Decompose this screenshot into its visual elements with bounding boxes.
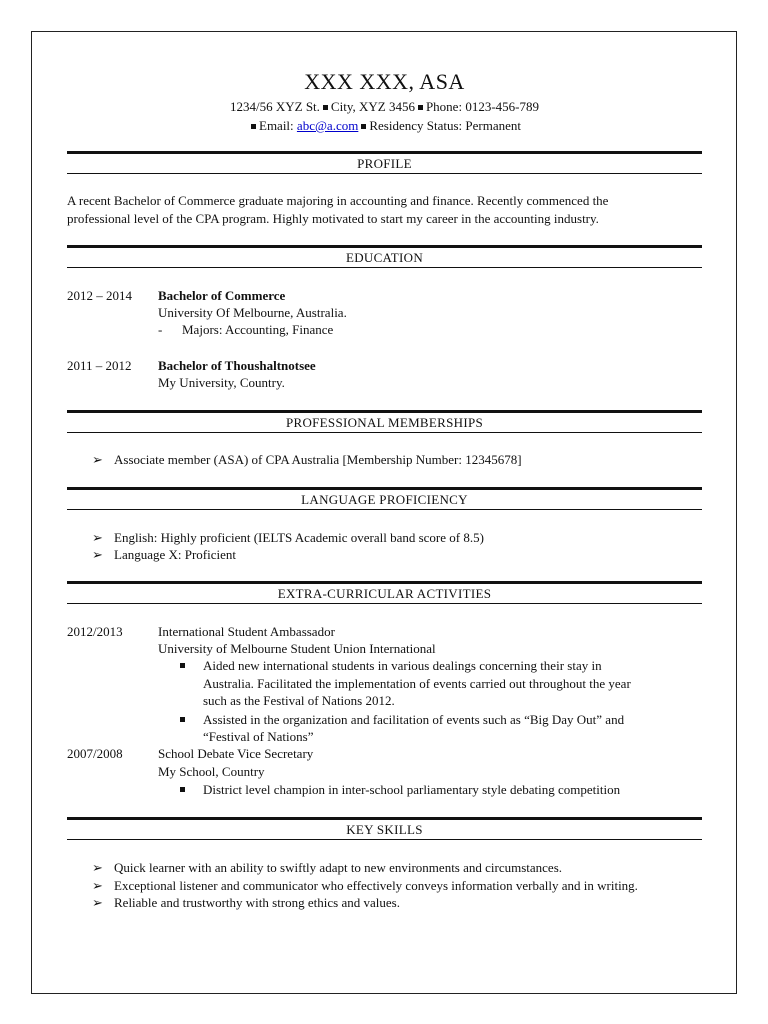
skill-text: Exceptional listener and communicator who effectively conveys information verbally and in writing. <box>114 878 638 893</box>
education-institution: My University, Country. <box>158 375 285 390</box>
separator-square-icon <box>361 124 366 129</box>
activity-role: School Debate Vice Secretary <box>158 746 314 761</box>
section-heading-activities: EXTRA-CURRICULAR ACTIVITIES <box>67 581 702 604</box>
list-item <box>92 546 236 563</box>
arrow-bullet-icon: ➢ <box>92 452 103 467</box>
activity-dates: 2007/2008 <box>67 746 123 761</box>
list-item <box>92 877 638 894</box>
activity-bullet-line: Australia. Facilitated the implementation of events carried out throughout the year <box>203 676 631 691</box>
arrow-bullet-icon: ➢ <box>92 878 103 893</box>
arrow-bullet-icon: ➢ <box>92 860 103 875</box>
address: 1234/56 XYZ St. <box>230 99 320 114</box>
language-text: Language X: Proficient <box>114 547 237 562</box>
separator-square-icon <box>323 105 328 110</box>
contact-line-1 <box>67 98 702 115</box>
activity-org: My School, Country <box>158 764 265 779</box>
education-institution: University Of Melbourne, Australia. <box>158 305 347 320</box>
section-heading-profile: PROFILE <box>67 151 702 174</box>
section-heading-skills: KEY SKILLS <box>67 817 702 840</box>
profile-line-2: professional level of the CPA program. Highly motivated to start my career in the accounting industry. <box>67 211 599 226</box>
section-heading-language: LANGUAGE PROFICIENCY <box>67 487 702 510</box>
list-item <box>92 451 522 468</box>
activity-bullet-line: such as the Festival of Nations 2012. <box>203 693 395 708</box>
city: City, XYZ 3456 <box>330 99 415 114</box>
square-bullet-icon <box>180 657 185 674</box>
contact-line-2 <box>67 117 702 134</box>
separator-square-icon <box>251 124 256 129</box>
list-item <box>92 529 484 546</box>
email-link[interactable]: abc@a.com <box>296 118 359 133</box>
square-bullet-icon <box>180 711 185 728</box>
separator-square-icon <box>418 105 423 110</box>
activity-bullet-line: “Festival of Nations” <box>203 729 314 744</box>
activity-bullet-line: District level champion in inter-school parliamentary style debating competition <box>203 782 621 797</box>
email-label: Email: <box>259 118 294 133</box>
skill-text: Reliable and trustworthy with strong ethics and values. <box>114 895 400 910</box>
membership-text: Associate member (ASA) of CPA Australia [Membership Number: 12345678] <box>114 452 522 467</box>
phone: Phone: 0123-456-789 <box>425 99 539 114</box>
language-text: English: Highly proficient (IELTS Academic overall band score of 8.5) <box>114 530 484 545</box>
education-detail: - Majors: Accounting, Finance <box>158 322 334 337</box>
education-majors: Majors: Accounting, Finance <box>182 322 334 337</box>
activity-bullet-line: Assisted in the organization and facilitation of events such as “Big Day Out” and <box>203 712 625 727</box>
residency-status: Residency Status: Permanent <box>369 118 521 133</box>
page-border <box>31 31 737 994</box>
list-item <box>92 859 562 876</box>
education-degree: Bachelor of Thoushaltnotsee <box>158 358 316 373</box>
square-bullet-icon <box>180 781 185 798</box>
arrow-bullet-icon: ➢ <box>92 547 103 562</box>
activity-role: International Student Ambassador <box>158 624 335 639</box>
arrow-bullet-icon: ➢ <box>92 530 103 545</box>
activity-bullet-line: Aided new international students in various dealings concerning their stay in <box>203 658 602 673</box>
skill-text: Quick learner with an ability to swiftly adapt to new environments and circumstances. <box>114 860 563 875</box>
education-degree: Bachelor of Commerce <box>158 288 286 303</box>
arrow-bullet-icon: ➢ <box>92 895 103 910</box>
section-heading-memberships: PROFESSIONAL MEMBERSHIPS <box>67 410 702 433</box>
education-dates: 2012 – 2014 <box>67 288 132 303</box>
profile-line-1: A recent Bachelor of Commerce graduate majoring in accounting and finance. Recently commenced the <box>67 193 609 208</box>
candidate-name: XXX XXX, ASA <box>304 69 465 94</box>
section-heading-education: EDUCATION <box>67 245 702 268</box>
education-dates: 2011 – 2012 <box>67 358 132 373</box>
list-item <box>92 894 400 911</box>
activity-org: University of Melbourne Student Union International <box>158 641 436 656</box>
activity-dates: 2012/2013 <box>67 624 123 639</box>
